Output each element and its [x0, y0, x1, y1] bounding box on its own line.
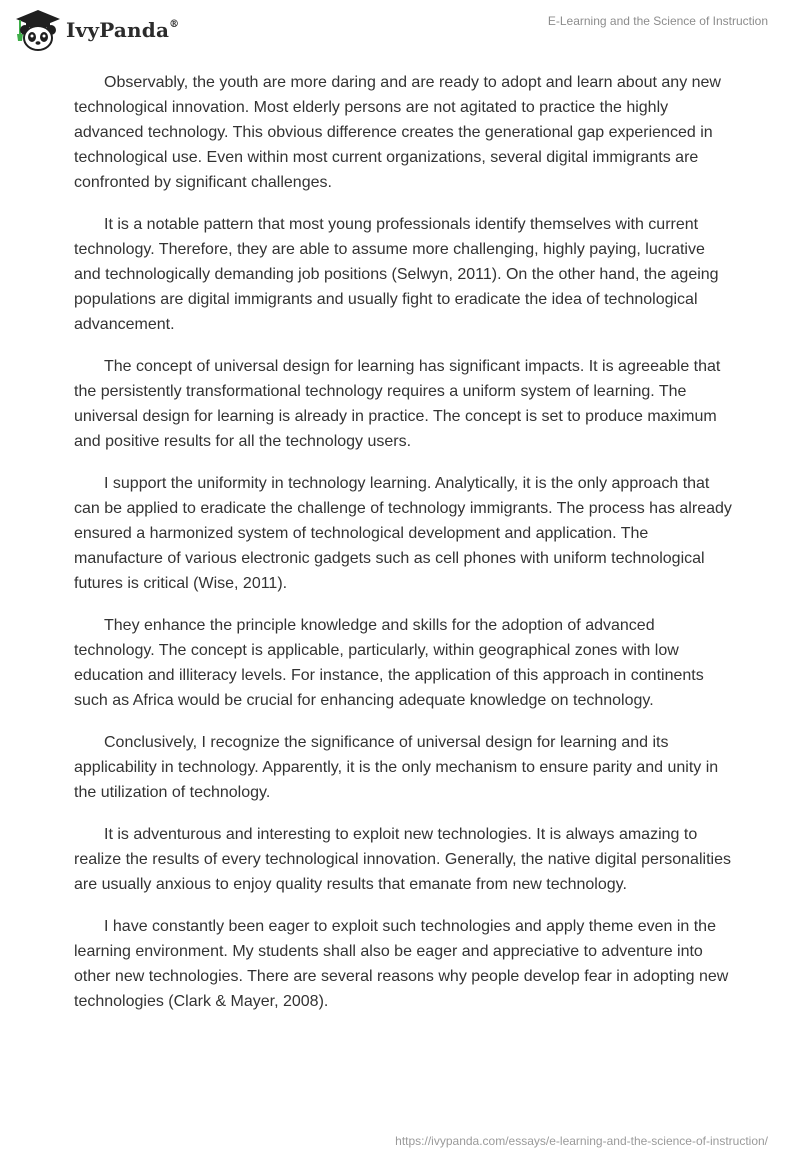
brand-logo[interactable]	[14, 8, 179, 52]
paragraph: They enhance the principle knowledge and skills for the adoption of advanced technology. The concept is applicable, particularly, within geographical zones with low education and illiteracy levels. For instance, the application of this approach in continents such as Africa would be crucial for enhancing adequate knowledge on technology.	[74, 617, 704, 709]
page-header	[0, 0, 800, 70]
document-title: E-Learning and the Science of Instruction	[547, 14, 768, 28]
paragraph: I have constantly been eager to exploit such technologies and apply theme even in the learning environment. My students shall also be eager and appreciative to adventure into other new technologies. There are several reasons why people develop fear in adopting new technologies (Clark & Mayer, 2008).	[74, 918, 729, 1010]
paragraph: Conclusively, I recognize the significance of universal design for learning and its applicability in technology. Apparently, it is the only mechanism to ensure parity and unity in the utilization of technology.	[74, 734, 719, 801]
source-url-link[interactable]: https://ivypanda.com/essays/e-learning-and-the-science-of-instruction/	[395, 1134, 768, 1148]
paragraph: I support the uniformity in technology learning. Analytically, it is the only approach that can be applied to eradicate the challenge of technology immigrants. The process has already ensured a harmonized system of technological development and application. The manufacture of various electronic gadgets such as cell phones with uniform technological futures is critical (Wise, 2011).	[74, 475, 732, 592]
paragraph: It is a notable pattern that most young professionals identify themselves with current technology. Therefore, they are able to assume more challenging, highly paying, lucrative and technologically demanding job positions (Selwyn, 2011). On the other hand, the ageing populations are digital immigrants and usually fight to eradicate the idea of technological advancement.	[74, 216, 719, 333]
paragraph: Observably, the youth are more daring and are ready to adopt and learn about any new technological innovation. Most elderly persons are not agitated to practice the highly advanced technology. This obvious difference creates the generational gap experienced in technological use. Even within most current organizations, several digital immigrants are confronted by significant challenges.	[74, 74, 721, 191]
brand-name: IvyPanda®	[66, 18, 180, 42]
panda-graduation-cap-logo-icon	[14, 8, 62, 52]
essay-body	[74, 70, 734, 1031]
paragraph: The concept of universal design for learning has significant impacts. It is agreeable that the persistently transformational technology requires a uniform system of learning. The universal design for learning is already in practice. The concept is set to produce maximum and positive results for all the technology users.	[74, 358, 721, 450]
paragraph: It is adventurous and interesting to exploit new technologies. It is always amazing to realize the results of every technological innovation. Generally, the native digital personalities are usually anxious to enjoy quality results that emanate from new technology.	[74, 826, 731, 893]
